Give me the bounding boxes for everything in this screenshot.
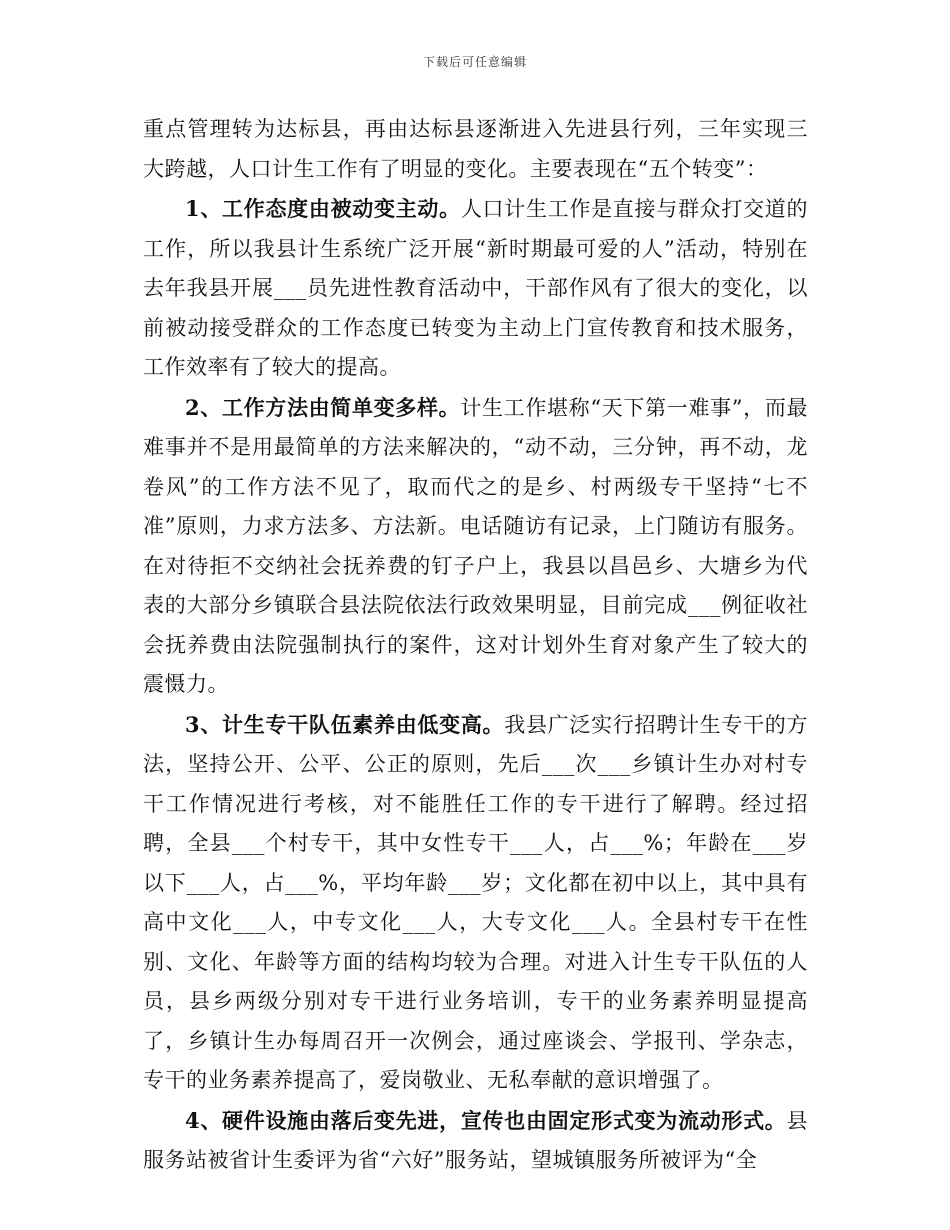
paragraph-text: 我县广泛实行招聘计生专干的方法，坚持公开、公平、公正的原则，先后___次___乡镇计生办对村专干工作情况进行考核，对不能胜任工作的专干进行了解聘。经过招聘，全县___个村专干，其中女性专干___人，占___%；年龄在___岁以下___人，占___%，平均年龄___岁；文化都在初中以上，其中具有高中文化___人，中专文化___人，大专文化___人。全县村专干在性别、文化、年龄等方面的结构均较为合理。对进入计生专干队伍的人员，县乡两级分别对专干进行业务培训，专干的业务素养明显提高了，乡镇计生办每周召开一次例会，通过座谈会、学报刊、学杂志，专干的业务素养提高了，爱岗敬业、无私奉献的意识增强了。 <box>143 712 808 1092</box>
page-header: 下载后可任意编辑 <box>422 55 527 69</box>
paragraph-3 <box>143 705 808 1101</box>
paragraph-lead: 3、计生专干队伍素养由低变高。 <box>185 711 505 737</box>
paragraph-lead: 4、硬件设施由落后变先进，宣传也由固定形式变为流动形式。 <box>185 1107 787 1133</box>
paragraph-intro <box>143 110 808 189</box>
paragraph-1 <box>143 189 808 388</box>
paragraph-text: 县服务站被省计生委评为省“六好”服务站，望城镇服务所被评为“全 <box>143 1108 808 1172</box>
document-body <box>143 110 808 1181</box>
paragraph-text: 计生工作堪称“天下第一难事”，而最难事并不是用最简单的方法来解决的，“动不动，三分钟，再不动，龙卷风”的工作方法不见了，取而代之的是乡、村两级专干坚持“七不准”原则，力求方法多、方法新。电话随访有记录，上门随访有服务。在对待拒不交纳社会抚养费的钉子户上，我县以昌邑乡、大塘乡为代表的大部分乡镇联合县法院依法行政效果明显，目前完成___例征收社会抚养费由法院强制执行的案件，这对计划外生育对象产生了较大的震慑力。 <box>143 395 808 696</box>
paragraph-4 <box>143 1101 808 1181</box>
paragraph-lead: 1、工作态度由被动变主动。 <box>185 196 461 221</box>
paragraph-lead: 2、工作方法由简单变多样。 <box>185 394 461 420</box>
paragraph-2 <box>143 388 808 705</box>
paragraph-text: 人口计生工作是直接与群众打交道的工作，所以我县计生系统广泛开展“新时期最可爱的人”活动，特别在去年我县开展___员先进性教育活动中，干部作风有了很大的变化，以前被动接受群众的工作态度已转变为主动上门宣传教育和技术服务，工作效率有了较大的提高。 <box>143 197 808 379</box>
paragraph-text: 重点管理转为达标县，再由达标县逐渐进入先进县行列，三年实现三大跨越，人口计生工作有了明显的变化。主要表现在“五个转变”： <box>143 117 808 181</box>
